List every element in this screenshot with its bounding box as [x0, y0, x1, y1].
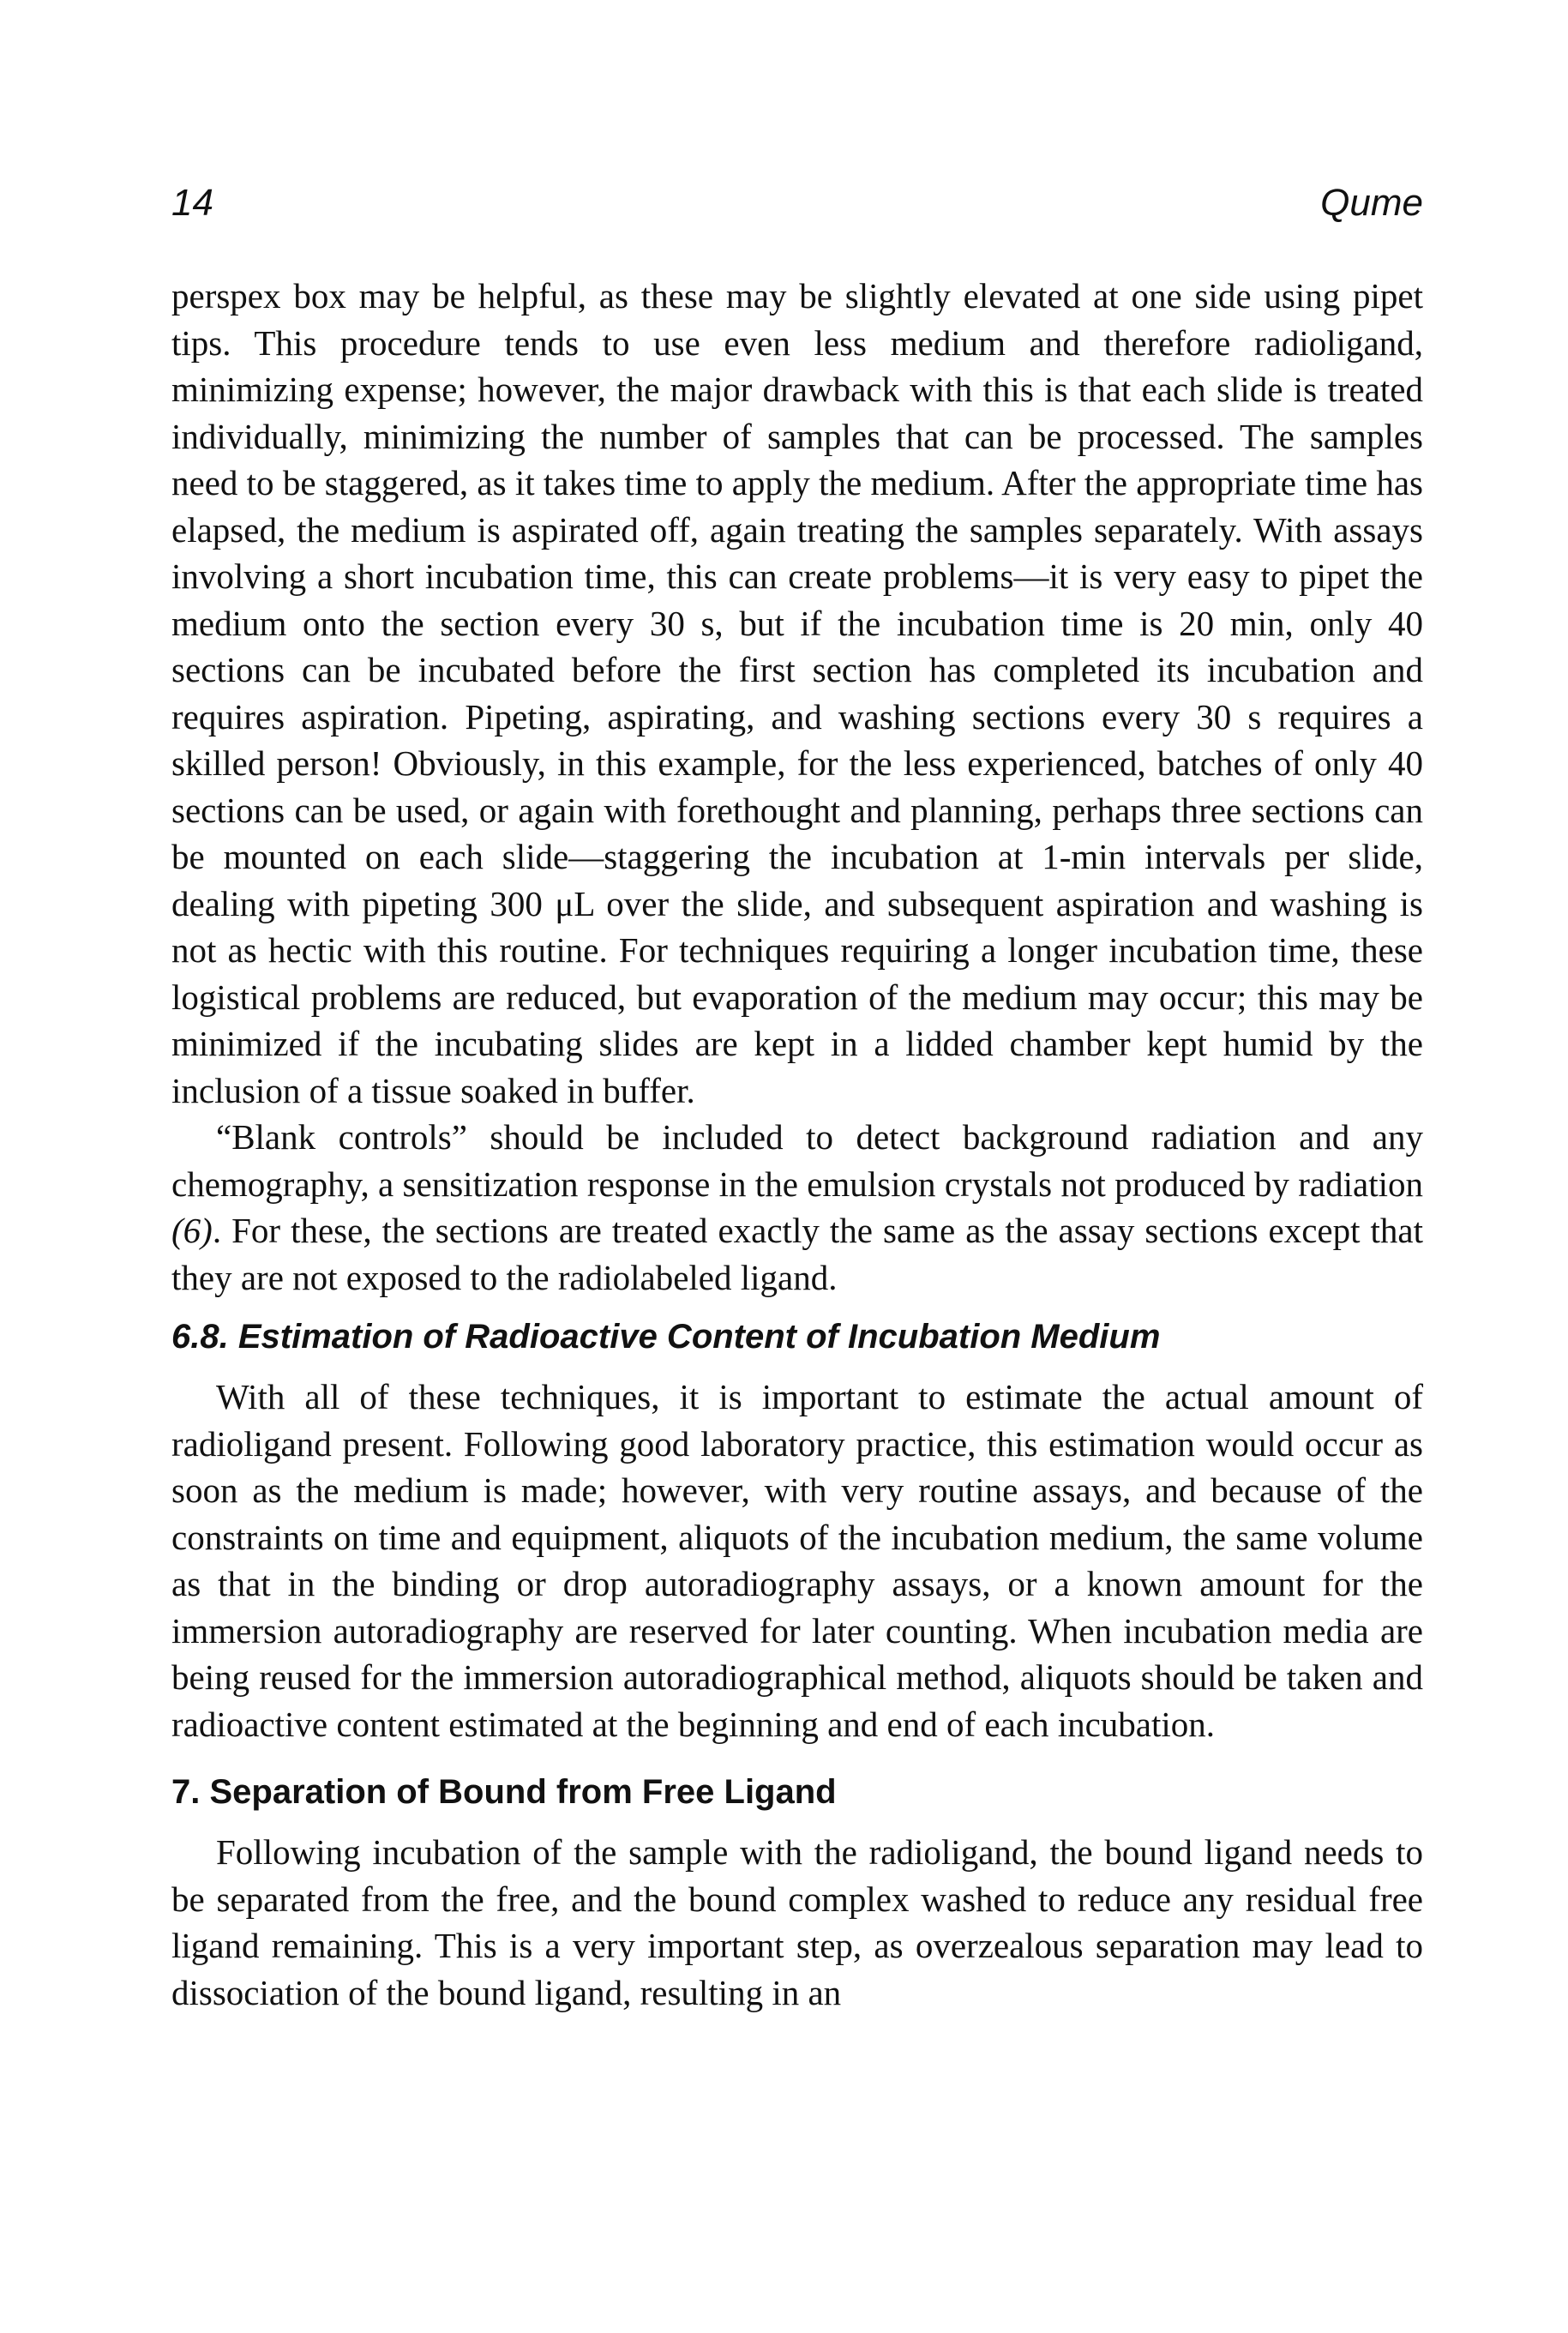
- running-head: Qume: [1320, 182, 1423, 224]
- paragraph-blank-controls-text-end: . For these, the sections are treated exactly the same as the assay sections except that they are not exposed to the radiolabeled ligand.: [171, 1211, 1423, 1297]
- paragraph-continued: perspex box may be helpful, as these may be slightly elevated at one side using pipet tips. This procedure tends to use even less medium and therefore radioligand, minimizing expense; however, the major drawback with this is that each slide is treated individually, minimizing the number of samples that can be processed. The samples need to be staggered, as it takes time to apply the medium. After the appropriate time has elapsed, the medium is aspirated off, again treating the samples separately. With assays involving a short incubation time, this can create problems—it is very easy to pipet the medium onto the section every 30 s, but if the incubation time is 20 min, only 40 sections can be incubated before the first section has completed its incubation and requires aspiration. Pipeting, aspirating, and washing sections every 30 s requires a skilled person! Obviously, in this example, for the less experienced, batches of only 40 sections can be used, or again with forethought and planning, perhaps three sections can be mounted on each slide—staggering the incubation at 1-min intervals per slide, dealing with pipeting 300 μL over the slide, and subsequent aspiration and washing is not as hectic with this routine. For techniques requiring a longer incubation time, these logistical problems are reduced, but evaporation of the medium may occur; this may be minimized if the incubating slides are kept in a lidded chamber kept humid by the inclusion of a tissue soaked in buffer.: [171, 276, 1423, 1110]
- section-heading-6-8: 6.8. Estimation of Radioactive Content of Incubation Medium: [171, 1318, 1161, 1356]
- page-header: [171, 182, 1423, 233]
- body-text: [171, 273, 1423, 2016]
- page-number: 14: [171, 182, 213, 224]
- citation-ref: (6): [171, 1211, 213, 1250]
- paragraph-estimation: With all of these techniques, it is important to estimate the actual amount of radioligand present. Following good laboratory practice, this estimation would occur as soon as the medium is made; however, with very routine assays, and because of the constraints on time and equipment, aliquots of the incubation medium, the same volume as that in the binding or drop autoradiography assays, or a known amount for the immersion autoradiography are reserved for later counting. When incubation media are being reused for the immersion autoradiographical method, aliquots should be taken and radioactive content estimated at the beginning and end of each incubation.: [171, 1377, 1423, 1744]
- section-heading-7: 7. Separation of Bound from Free Ligand: [171, 1773, 837, 1811]
- paragraph-blank-controls-text: “Blank controls” should be included to detect background radiation and any chemography, a sensitization response in the emulsion crystals not produced by radiation: [171, 1117, 1423, 1204]
- paragraph-separation: Following incubation of the sample with the radioligand, the bound ligand needs to be separated from the free, and the bound complex washed to reduce any residual free ligand remaining. This is a very important step, as overzealous separation may lead to dissociation of the bound ligand, resulting in an: [171, 1832, 1423, 2012]
- paragraph-blank-controls: [171, 1114, 1423, 1301]
